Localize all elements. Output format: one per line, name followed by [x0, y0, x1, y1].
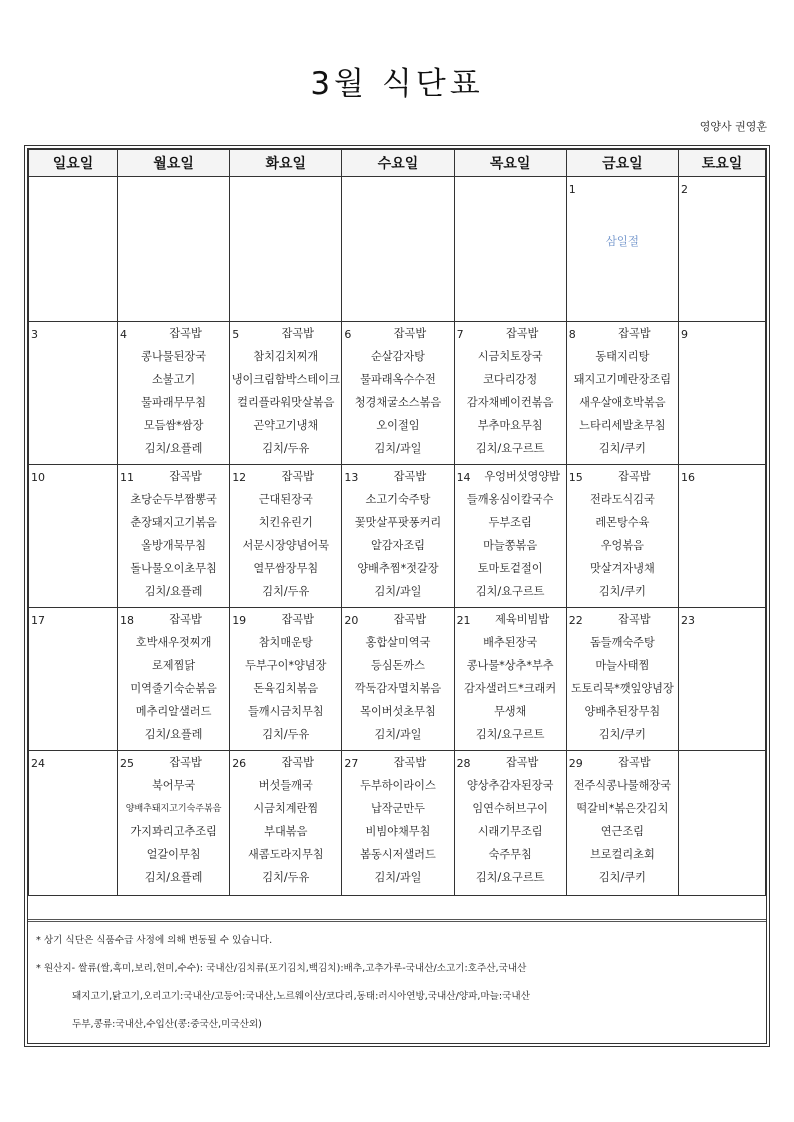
menu-item: 모듬쌈*쌈장 — [143, 419, 204, 432]
menu-item: 김치/요플레 — [144, 871, 203, 884]
day-number: 16 — [681, 471, 695, 484]
week-row — [29, 608, 766, 751]
day-cell — [342, 465, 454, 608]
menu-item-rice: 잡곡밥 — [505, 756, 539, 769]
menu-list — [230, 328, 341, 466]
menu-item: 김치/요구르트 — [475, 585, 545, 598]
menu-item: 납작군만두 — [370, 802, 425, 815]
menu-item: 홍합살미역국 — [365, 636, 431, 649]
menu-calendar-frame — [24, 145, 770, 1047]
menu-item: 미역줄기숙순볶음 — [130, 682, 217, 695]
day-cell-content — [455, 608, 566, 750]
day-cell — [566, 177, 678, 322]
menu-item: 가지꽈리고추조림 — [130, 825, 217, 838]
menu-item: 도토리묵*깻잎양념장 — [570, 682, 674, 695]
day-cell-content — [567, 608, 678, 750]
day-number: 13 — [344, 471, 359, 484]
menu-list — [455, 471, 566, 609]
menu-item: 김치/쿠키 — [598, 585, 646, 598]
menu-item: 임연수허브구이 — [472, 802, 548, 815]
menu-item-rice: 잡곡밥 — [169, 613, 202, 626]
day-number: 17 — [31, 614, 45, 627]
menu-item: 부추마요무침 — [477, 419, 543, 432]
menu-item: 꽃맛살푸팟퐁커리 — [354, 516, 442, 529]
menu-item: 김치/요구르트 — [475, 442, 545, 455]
day-number: 21 — [456, 614, 471, 627]
menu-item-rice: 잡곡밥 — [169, 470, 202, 483]
menu-item: 김치/요구르트 — [475, 728, 545, 741]
day-cell-content — [29, 322, 117, 464]
day-number: 28 — [456, 757, 471, 770]
day-number: 2 — [681, 183, 688, 196]
menu-item-rice: 잡곡밥 — [281, 613, 314, 626]
day-number: 29 — [568, 757, 583, 770]
day-cell-content — [567, 322, 678, 464]
menu-item: 양배추찜*젓갈장 — [357, 562, 439, 575]
nutritionist-name: 영양사 권영훈 — [699, 120, 767, 133]
menu-item: 느타리세발초무침 — [579, 419, 666, 432]
page-title: 3월 식단표 — [310, 66, 484, 102]
menu-item-rice: 잡곡밥 — [281, 327, 314, 340]
menu-item: 소고기숙주탕 — [365, 493, 431, 506]
menu-item: 곤약고기냉채 — [253, 419, 319, 432]
day-cell — [29, 751, 118, 896]
day-cell-content — [29, 751, 117, 895]
day-cell-content — [29, 177, 117, 321]
day-number: 25 — [120, 757, 134, 770]
menu-item: 김치/요플레 — [144, 442, 203, 455]
day-cell-content — [118, 322, 229, 464]
menu-item-rice: 잡곡밥 — [618, 327, 651, 340]
menu-item-rice: 잡곡밥 — [618, 756, 651, 769]
menu-item: 오이절임 — [376, 419, 420, 432]
menu-item: 등심돈까스 — [370, 659, 425, 672]
day-cell-content — [679, 751, 765, 895]
day-cell-content — [455, 322, 566, 464]
day-cell — [566, 751, 678, 896]
menu-item: 맛살겨자냉채 — [589, 562, 655, 575]
day-cell — [566, 608, 678, 751]
menu-list — [118, 328, 229, 466]
menu-item: 북어무국 — [151, 779, 196, 792]
day-cell — [29, 322, 118, 465]
day-number: 9 — [681, 328, 688, 341]
menu-list — [567, 328, 678, 466]
day-number: 10 — [31, 471, 45, 484]
menu-item: 호박새우젓찌개 — [135, 636, 212, 649]
menu-list — [342, 757, 453, 895]
day-cell — [566, 322, 678, 465]
menu-item: 김치/요플레 — [144, 728, 203, 741]
day-number: 26 — [232, 757, 247, 770]
day-cell-content — [230, 465, 341, 607]
menu-item: 김치/두유 — [262, 442, 310, 455]
note-line: 두부,콩류:국내산,수입산(콩:중국산,미국산외) — [72, 1019, 262, 1030]
day-cell-content — [455, 465, 566, 607]
week-row — [29, 465, 766, 608]
day-number: 7 — [456, 328, 464, 341]
day-cell-content — [567, 177, 678, 321]
menu-item: 새우살애호박볶음 — [579, 396, 666, 409]
menu-item: 청경채굴소스볶음 — [354, 396, 442, 409]
menu-item: 참치매운탕 — [258, 636, 313, 649]
day-cell-content — [118, 465, 229, 607]
menu-item: 얼갈이무침 — [146, 848, 201, 861]
day-cell-content — [342, 465, 453, 607]
day-cell — [29, 465, 118, 608]
menu-item: 로제찜닭 — [151, 659, 196, 672]
menu-item: 마늘사태찜 — [595, 659, 650, 672]
menu-item: 부대볶음 — [264, 825, 308, 838]
day-cell — [679, 751, 766, 896]
menu-item: 양배추된장무침 — [584, 705, 661, 718]
menu-item: 서문시장양념어묵 — [242, 539, 330, 552]
day-number: 1 — [568, 183, 576, 196]
menu-item: 돌나물오이초무침 — [130, 562, 217, 575]
day-cell-content — [567, 465, 678, 607]
menu-item: 돈육김치볶음 — [253, 682, 319, 695]
day-number: 3 — [31, 328, 38, 341]
menu-item: 춘장돼지고기볶음 — [130, 516, 217, 529]
day-cell-content — [455, 177, 566, 321]
day-cell — [454, 751, 566, 896]
notes-section — [28, 919, 766, 1043]
day-cell — [29, 177, 118, 322]
week-row — [29, 751, 766, 896]
calendar-body — [29, 177, 766, 896]
menu-list — [567, 757, 678, 895]
menu-item: 목이버섯초무침 — [360, 705, 436, 718]
menu-item: 순살감자탕 — [370, 350, 425, 363]
menu-item: 냉이크림함박스테이크 — [231, 373, 340, 386]
menu-item: 김치/요플레 — [144, 585, 203, 598]
menu-item: 버섯들깨국 — [258, 779, 313, 792]
menu-item-rice: 잡곡밥 — [281, 756, 314, 769]
day-cell-content — [29, 465, 117, 607]
menu-item-rice: 잡곡밥 — [393, 756, 427, 769]
menu-item: 치킨유린기 — [258, 516, 313, 529]
menu-item: 코다리강정 — [483, 373, 538, 386]
day-cell — [230, 751, 342, 896]
day-number: 8 — [568, 328, 576, 341]
menu-list — [230, 614, 341, 752]
menu-item: 우엉볶음 — [600, 539, 644, 552]
day-cell — [230, 177, 342, 322]
header-monday: 월요일 — [118, 150, 230, 177]
menu-item: 알감자조림 — [370, 539, 425, 552]
menu-item: 배추된장국 — [483, 636, 538, 649]
menu-item: 물파래옥수수전 — [360, 373, 436, 386]
day-number: 5 — [232, 328, 240, 341]
menu-item: 새콤도라지무침 — [247, 848, 324, 861]
menu-item: 감자샐러드*크래커 — [464, 682, 557, 695]
menu-list — [567, 471, 678, 609]
menu-item: 김치/과일 — [374, 871, 422, 884]
day-cell — [679, 608, 766, 751]
header-sunday: 일요일 — [29, 150, 118, 177]
menu-item: 깍둑감자멸치볶음 — [354, 682, 442, 695]
menu-item: 근대된장국 — [258, 493, 313, 506]
menu-item: 초당순두부짬뽕국 — [130, 493, 217, 506]
day-cell-content — [679, 322, 765, 464]
menu-item: 콩나물*상추*부추 — [466, 659, 554, 672]
menu-list — [118, 471, 229, 609]
day-cell — [679, 177, 766, 322]
day-cell — [454, 177, 566, 322]
day-cell-content — [342, 177, 453, 321]
day-number: 19 — [232, 614, 247, 627]
day-cell-content — [118, 751, 229, 895]
note-line: 돼지고기,닭고기,오리고기:국내산/고등어:국내산,노르웨이산/코다리,동태:러시아연방,국내산/양파,마늘:국내산 — [72, 991, 530, 1002]
day-cell-content — [29, 608, 117, 750]
day-number: 14 — [456, 471, 471, 484]
day-cell — [29, 608, 118, 751]
day-cell — [454, 608, 566, 751]
menu-item: 숙주무침 — [488, 848, 532, 861]
menu-item: 동태지리탕 — [595, 350, 650, 363]
menu-item: 전주식콩나물해장국 — [573, 779, 671, 792]
header-thursday: 목요일 — [454, 150, 566, 177]
menu-list — [342, 614, 453, 752]
menu-item: 김치/요구르트 — [475, 871, 545, 884]
weekday-header-row — [29, 150, 766, 177]
day-cell — [230, 465, 342, 608]
day-cell — [118, 608, 230, 751]
day-cell-content — [118, 608, 229, 750]
menu-list — [230, 471, 341, 609]
header-saturday: 토요일 — [679, 150, 766, 177]
week-row — [29, 322, 766, 465]
day-cell-content — [679, 608, 765, 750]
menu-item-rice: 잡곡밥 — [505, 327, 539, 340]
day-number: 20 — [344, 614, 359, 627]
day-cell — [342, 608, 454, 751]
day-cell — [566, 465, 678, 608]
menu-item: 두부구이*양념장 — [245, 659, 327, 672]
menu-item: 김치/두유 — [262, 585, 310, 598]
week-row — [29, 177, 766, 322]
menu-item-rice: 우엉버섯영양밥 — [484, 470, 560, 483]
day-number: 18 — [120, 614, 134, 627]
menu-item-rice: 잡곡밥 — [169, 327, 202, 340]
menu-item: 떡갈비*볶은갓김치 — [576, 802, 669, 815]
day-number: 23 — [681, 614, 695, 627]
day-cell — [454, 322, 566, 465]
menu-item: 들깨옹심이칼국수 — [466, 493, 554, 506]
day-number: 11 — [120, 471, 134, 484]
menu-item-rice: 제육비빔밥 — [495, 613, 550, 626]
day-cell-content — [342, 608, 453, 750]
menu-calendar-table — [28, 149, 766, 896]
menu-item: 소불고기 — [151, 373, 196, 386]
menu-item: 무생채 — [493, 705, 527, 718]
menu-list — [455, 757, 566, 895]
menu-item: 전라도식김국 — [589, 493, 655, 506]
menu-item: 양상추감자된장국 — [466, 779, 554, 792]
menu-item: 토마토겉절이 — [477, 562, 543, 575]
day-cell — [230, 608, 342, 751]
day-cell — [342, 751, 454, 896]
menu-list — [118, 614, 229, 752]
day-number: 15 — [568, 471, 583, 484]
day-cell-content — [230, 751, 341, 895]
day-cell — [118, 322, 230, 465]
menu-item: 김치/과일 — [374, 728, 422, 741]
day-cell-content — [342, 322, 453, 464]
menu-item: 메추리알샐러드 — [135, 705, 212, 718]
menu-item: 마늘쫑볶음 — [483, 539, 538, 552]
menu-list — [455, 328, 566, 466]
day-cell-content — [455, 751, 566, 895]
menu-item: 올방개묵무침 — [141, 539, 207, 552]
menu-item: 레몬탕수육 — [595, 516, 650, 529]
menu-item-rice: 잡곡밥 — [393, 327, 427, 340]
menu-item: 김치/쿠키 — [598, 442, 646, 455]
day-cell — [454, 465, 566, 608]
day-cell-content — [342, 751, 453, 895]
day-cell — [342, 177, 454, 322]
menu-item: 돼지고기메란장조림 — [573, 373, 671, 386]
menu-list — [455, 614, 566, 752]
menu-item-rice: 잡곡밥 — [618, 470, 651, 483]
header-friday: 금요일 — [566, 150, 678, 177]
day-number: 6 — [344, 328, 352, 341]
menu-list — [118, 757, 229, 895]
day-cell-content — [230, 177, 341, 321]
day-number: 24 — [31, 757, 45, 770]
menu-item: 봄동시저샐러드 — [360, 848, 436, 861]
menu-item: 감자채베이컨볶음 — [466, 396, 554, 409]
day-cell-content — [679, 177, 765, 321]
day-cell — [679, 465, 766, 608]
header-tuesday: 화요일 — [230, 150, 342, 177]
menu-item: 참치김치찌개 — [253, 350, 319, 363]
menu-item: 물파래무무침 — [141, 396, 207, 409]
menu-item: 콩나물된장국 — [141, 350, 207, 363]
menu-item: 연근조림 — [600, 825, 644, 838]
menu-item: 김치/두유 — [262, 871, 310, 884]
day-cell-content — [679, 465, 765, 607]
menu-item: 김치/과일 — [374, 442, 422, 455]
menu-item: 시금치계란찜 — [253, 802, 319, 815]
note-line: * 상기 식단은 식품수급 사정에 의해 변동될 수 있습니다. — [36, 935, 273, 946]
menu-item: 두부하이라이스 — [360, 779, 436, 792]
day-cell-content — [567, 751, 678, 895]
menu-item: 두부조림 — [488, 516, 532, 529]
holiday-label: 삼일절 — [605, 234, 640, 248]
day-cell — [679, 322, 766, 465]
menu-item: 비빔야채무침 — [365, 825, 431, 838]
day-cell — [230, 322, 342, 465]
menu-item-rice: 잡곡밥 — [281, 470, 314, 483]
menu-list — [567, 614, 678, 752]
menu-item: 김치/쿠키 — [598, 871, 646, 884]
day-number: 4 — [120, 328, 127, 341]
menu-item-rice: 잡곡밥 — [393, 470, 427, 483]
menu-item: 열무쌈장무침 — [253, 562, 319, 575]
menu-item: 돔들깨숙주탕 — [589, 636, 655, 649]
day-cell — [118, 465, 230, 608]
menu-list — [342, 471, 453, 609]
day-cell-content — [230, 608, 341, 750]
day-cell — [118, 177, 230, 322]
menu-item: 시래기무조림 — [477, 825, 543, 838]
day-cell-content — [118, 177, 229, 321]
day-number: 22 — [568, 614, 583, 627]
day-cell-content — [230, 322, 341, 464]
day-number: 12 — [232, 471, 247, 484]
menu-item-rice: 잡곡밥 — [393, 613, 427, 626]
menu-item: 김치/두유 — [262, 728, 310, 741]
menu-item: 브로컬리초회 — [589, 848, 655, 861]
menu-item: 들깨시금치무침 — [247, 705, 324, 718]
menu-item: 컬리플라워맛살볶음 — [237, 396, 335, 409]
header-wednesday: 수요일 — [342, 150, 454, 177]
menu-item: 시금치토장국 — [477, 350, 543, 363]
day-number: 27 — [344, 757, 359, 770]
menu-item: 양배추돼지고기숙주볶음 — [125, 804, 222, 814]
menu-item-rice: 잡곡밥 — [169, 756, 202, 769]
menu-item: 김치/과일 — [374, 585, 422, 598]
day-cell — [342, 322, 454, 465]
day-cell — [118, 751, 230, 896]
menu-calendar-inner — [27, 148, 767, 1044]
menu-list — [230, 757, 341, 895]
menu-item-rice: 잡곡밥 — [618, 613, 651, 626]
menu-list — [342, 328, 453, 466]
note-line: * 원산지- 쌀류(쌀,흑미,보리,현미,수수): 국내산/김치류(포기김치,백김치):배추,고추가루-국내산/소고기:호주산,국내산 — [36, 963, 527, 974]
menu-item: 김치/쿠키 — [598, 728, 646, 741]
